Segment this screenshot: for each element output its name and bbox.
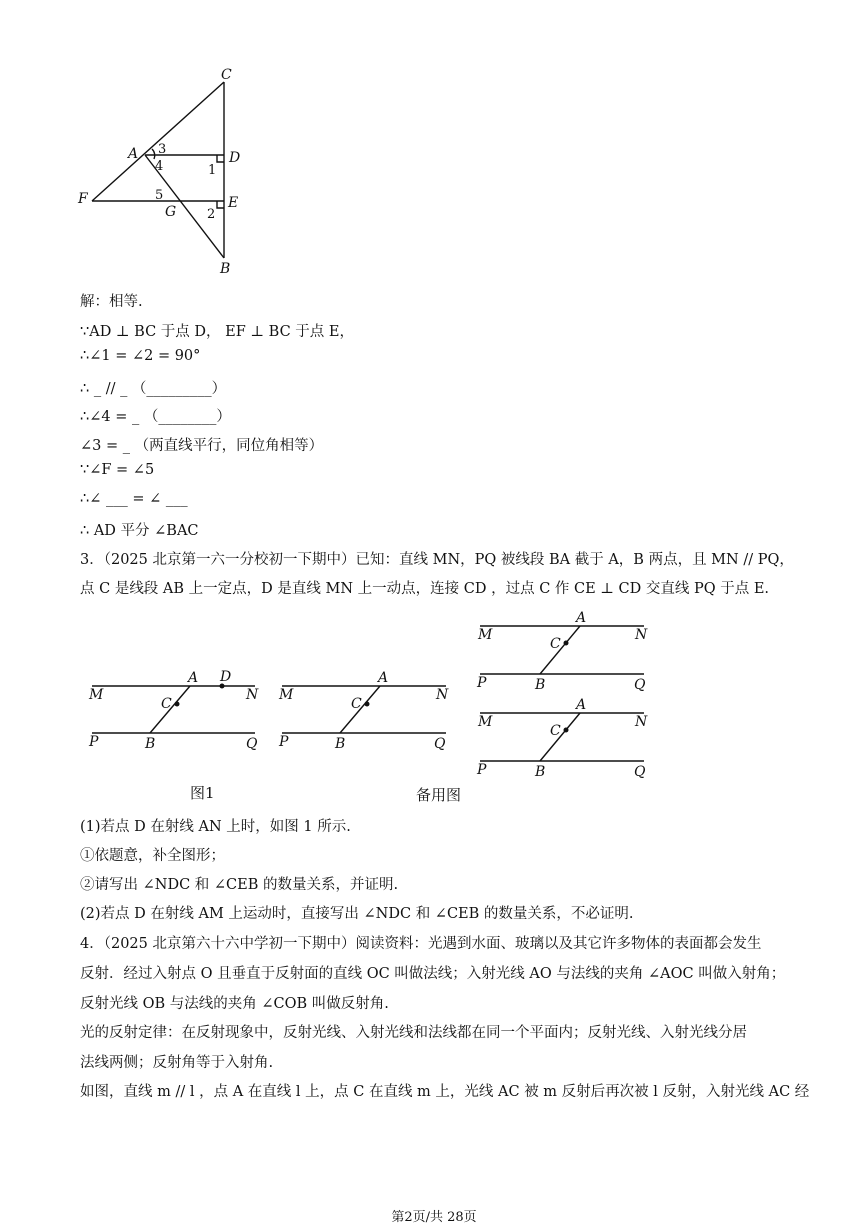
solution-line: ∴ _ // _ （_________） bbox=[80, 381, 227, 397]
solution-line: ∵∠F = ∠5 bbox=[80, 462, 155, 478]
angle-3: 3 bbox=[158, 142, 167, 157]
fig1-label-M: M bbox=[89, 687, 104, 703]
fig4-label-C: C bbox=[550, 723, 561, 739]
fig3-label-A: A bbox=[576, 610, 587, 626]
fig2-label-N: N bbox=[436, 687, 449, 703]
fig3-label-B: B bbox=[535, 677, 546, 693]
problem4-text: 如图，直线 m // l ，点 A 在直线 l 上，点 C 在直线 m 上，光线 AC 被 m 反射后再次被 l 反射，入射光线 AC 经 bbox=[80, 1084, 810, 1100]
fig1-label-D: D bbox=[220, 669, 232, 685]
figure-1 bbox=[84, 665, 270, 755]
problem3-text: 点 C 是线段 AB 上一定点，D 是直线 MN 上一动点，连接 CD ，过点 C 作 CE ⊥ CD 交直线 PQ 于点 E. bbox=[80, 581, 770, 597]
fig4-label-Q: Q bbox=[634, 764, 646, 780]
problem4-text: 4．（2025 北京第六十六中学初一下期中）阅读资料：光遇到水面、玻璃以及其它许多物体的表面都会发生 bbox=[80, 936, 762, 952]
backup-figure-bottom-right bbox=[472, 692, 656, 784]
problem4-text: 法线两侧；反射角等于入射角. bbox=[80, 1055, 274, 1071]
angle-2: 2 bbox=[207, 207, 216, 222]
fig4-label-B: B bbox=[535, 764, 546, 780]
backup-figure-middle bbox=[275, 665, 455, 755]
fig3-label-M: M bbox=[478, 627, 493, 643]
solution-line: 解：相等. bbox=[80, 294, 143, 310]
problem3-part: ①依题意，补全图形； bbox=[80, 848, 225, 864]
problem4-text: 反射．经过入射点 O 且垂直于反射面的直线 OC 叫做法线；入射光线 AO 与法线的夹角 ∠AOC 叫做入射角； bbox=[80, 966, 786, 982]
solution-line: ∴∠ ___ = ∠ ___ bbox=[80, 491, 188, 507]
fig4-label-N: N bbox=[635, 714, 648, 730]
angle-1: 1 bbox=[208, 163, 217, 178]
label-A: A bbox=[128, 146, 139, 162]
fig3-label-N: N bbox=[635, 627, 648, 643]
problem3-part: (1)若点 D 在射线 AN 上时，如图 1 所示. bbox=[80, 819, 351, 835]
solution-line: ∠3 = _ （两直线平行，同位角相等） bbox=[80, 438, 324, 454]
fig3-label-Q: Q bbox=[634, 677, 646, 693]
page-footer: 第2页/共 28页 bbox=[391, 1210, 477, 1225]
fig1-label-Q: Q bbox=[246, 736, 258, 752]
fig2-label-M: M bbox=[279, 687, 294, 703]
problem3-part: (2)若点 D 在射线 AM 上运动时，直接写出 ∠NDC 和 ∠CEB 的数量关系，不必证明. bbox=[80, 906, 634, 922]
backup-figure-top-right bbox=[472, 604, 656, 696]
fig4-label-A: A bbox=[576, 697, 587, 713]
fig2-label-C: C bbox=[351, 696, 362, 712]
solution-line: ∴ AD 平分 ∠BAC bbox=[80, 523, 199, 539]
caption-fig1: 图1 bbox=[190, 784, 215, 802]
fig2-label-B: B bbox=[335, 736, 346, 752]
fig3-label-P: P bbox=[477, 675, 487, 691]
fig1-label-A: A bbox=[188, 670, 199, 686]
fig3-label-C: C bbox=[550, 636, 561, 652]
label-B: B bbox=[220, 261, 231, 277]
caption-backup: 备用图 bbox=[416, 786, 462, 804]
problem4-text: 光的反射定律：在反射现象中，反射光线、入射光线和法线都在同一个平面内；反射光线、入射光线分居 bbox=[80, 1025, 747, 1041]
angle-4: 4 bbox=[155, 159, 164, 174]
fig2-label-A: A bbox=[378, 670, 389, 686]
label-D: D bbox=[229, 150, 241, 166]
fig1-label-P: P bbox=[89, 734, 99, 750]
triangle-figure bbox=[70, 60, 260, 280]
fig1-label-N: N bbox=[246, 687, 259, 703]
label-E: E bbox=[228, 195, 239, 211]
problem3-part: ②请写出 ∠NDC 和 ∠CEB 的数量关系，并证明. bbox=[80, 877, 399, 893]
fig2-label-Q: Q bbox=[434, 736, 446, 752]
problem4-text: 反射光线 OB 与法线的夹角 ∠COB 叫做反射角. bbox=[80, 996, 389, 1012]
fig1-label-C: C bbox=[161, 696, 172, 712]
solution-line: ∴∠1 = ∠2 = 90° bbox=[80, 348, 201, 364]
problem3-text: 3．（2025 北京第一六一分校初一下期中）已知：直线 MN，PQ 被线段 BA 截于 A，B 两点，且 MN // PQ， bbox=[80, 552, 794, 568]
fig4-label-P: P bbox=[477, 762, 487, 778]
solution-line: ∵AD ⊥ BC 于点 D， EF ⊥ BC 于点 E， bbox=[80, 324, 354, 340]
angle-5: 5 bbox=[155, 188, 164, 203]
label-F: F bbox=[78, 191, 88, 207]
fig1-label-B: B bbox=[145, 736, 156, 752]
solution-line: ∴∠4 = _ （________） bbox=[80, 409, 231, 425]
fig4-label-M: M bbox=[478, 714, 493, 730]
fig2-label-P: P bbox=[279, 734, 289, 750]
label-G: G bbox=[165, 204, 177, 220]
label-C: C bbox=[221, 67, 232, 83]
